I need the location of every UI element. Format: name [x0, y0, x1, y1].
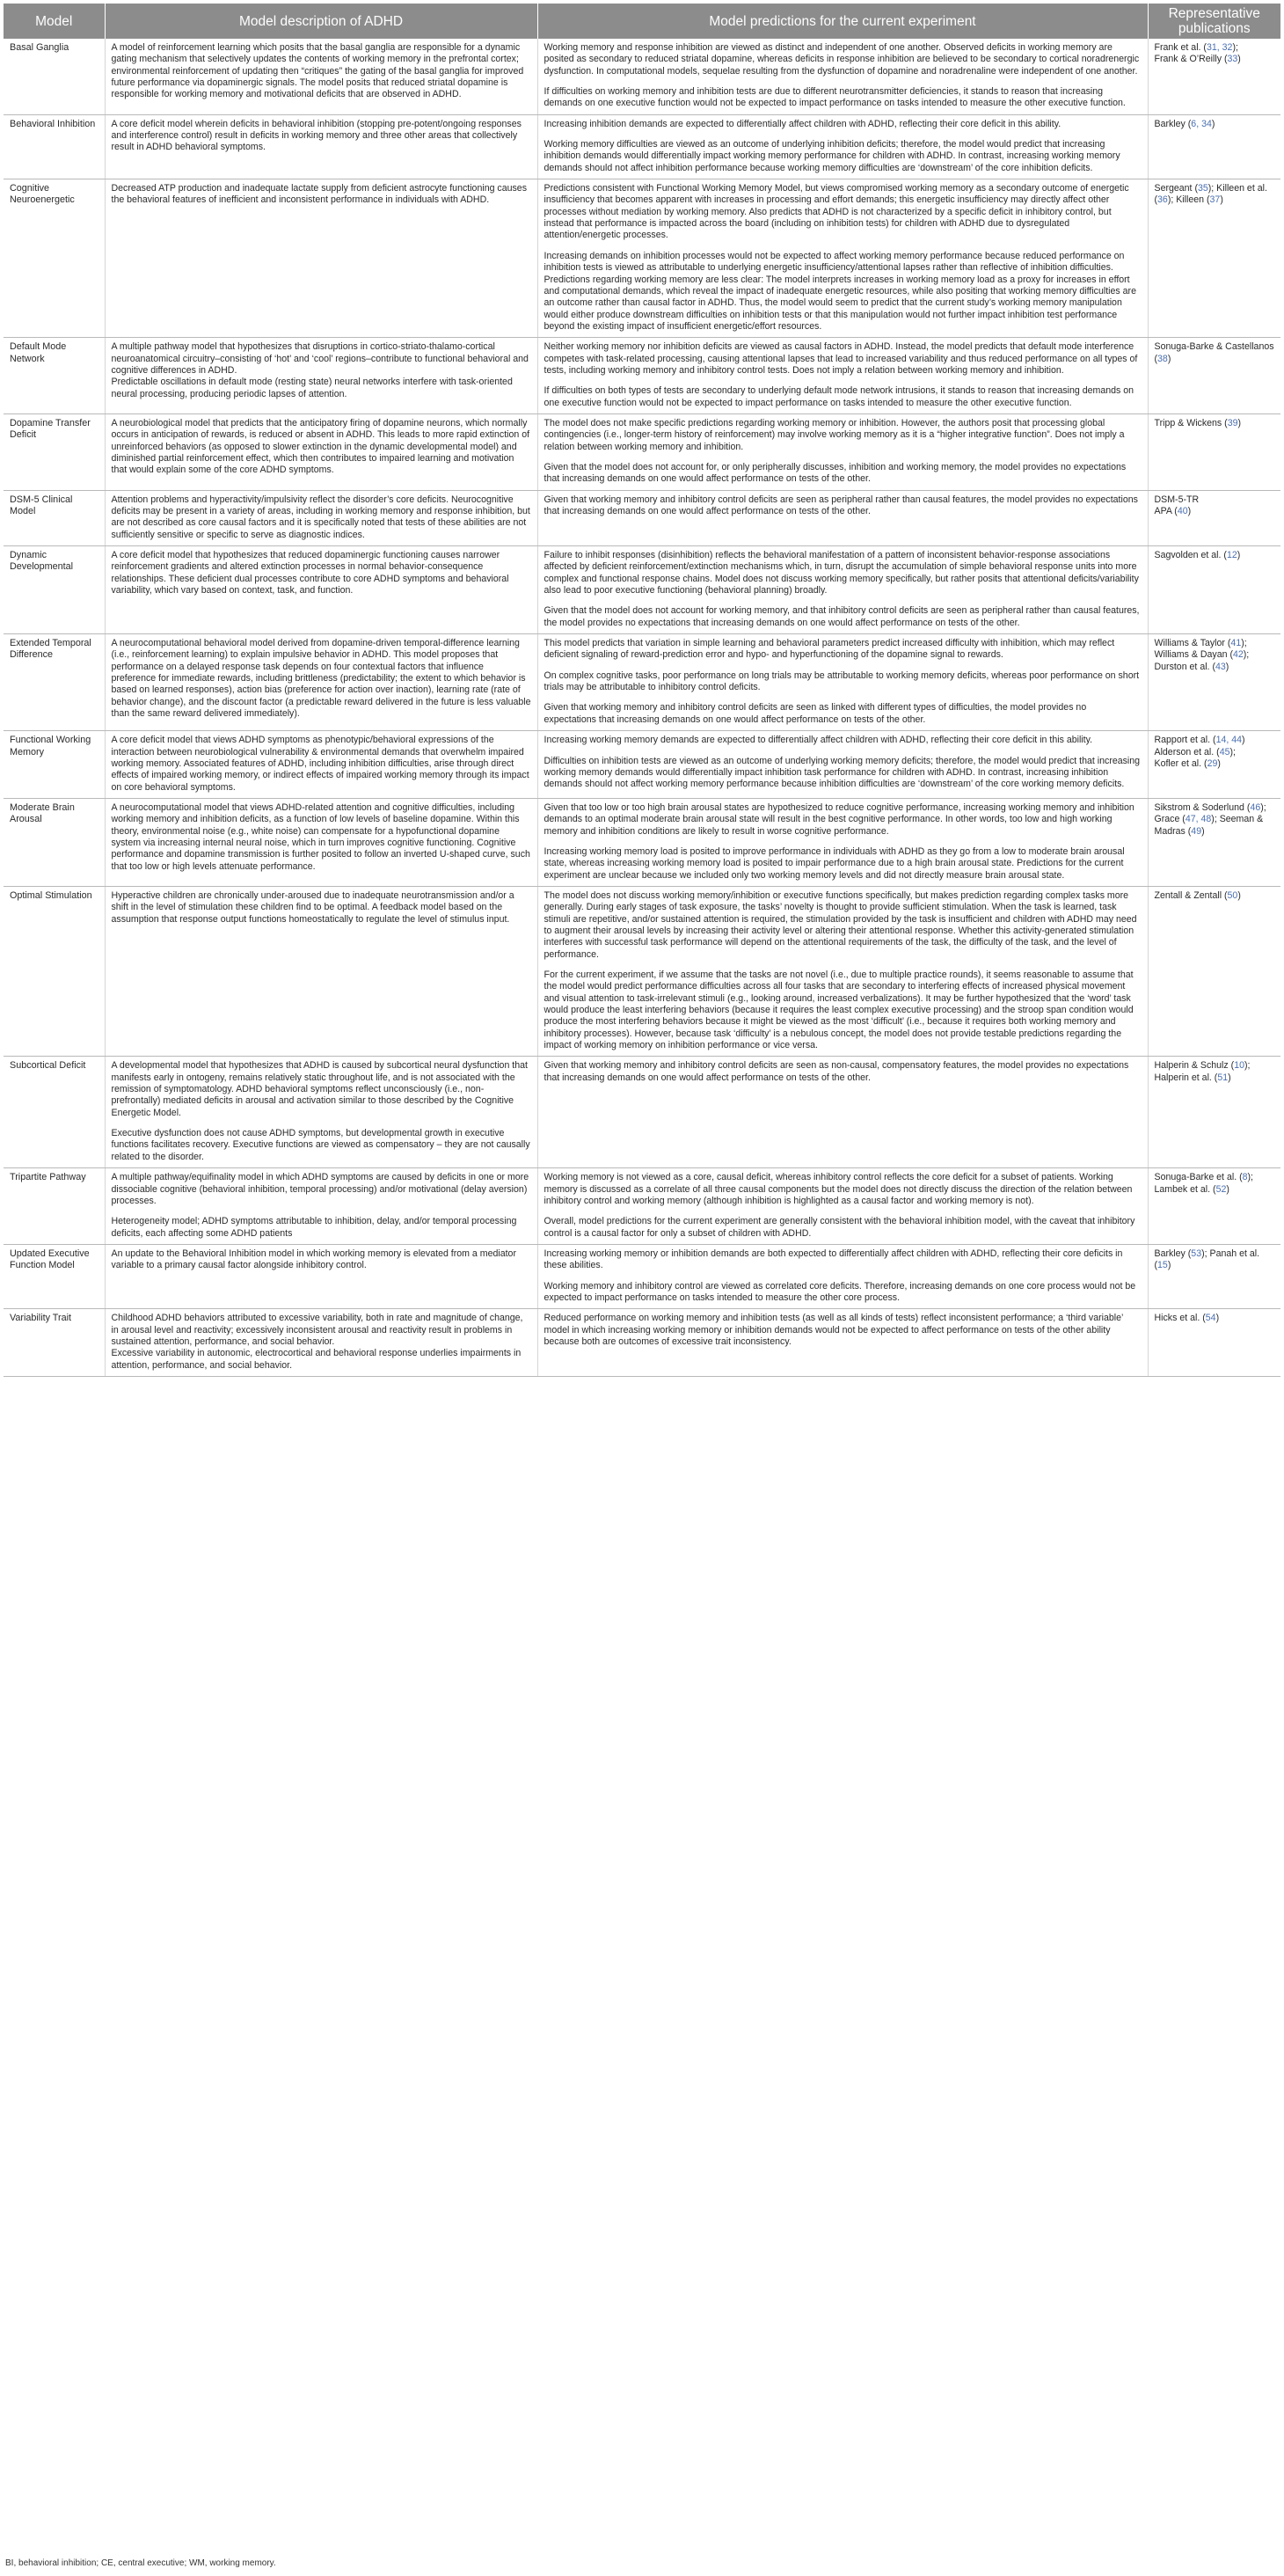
publications-cell — [1148, 798, 1280, 886]
predictions-cell — [537, 338, 1148, 414]
description-cell — [105, 413, 537, 490]
model-name-cell: Extended Temporal Difference — [4, 634, 105, 731]
predictions-cell — [537, 1057, 1148, 1168]
description-paragraph: Childhood ADHD behaviors attributed to excessive variability, both in rate and magnitude of change, in arousal level and reactivity; excessively inconsistent arousal and reactivity result in problems in sustained attention, performance, and social behavior. Excessive variability in autonomic, electrocortical and behavioral response underlies impairments in attention, performance, and social behavior. — [111, 1313, 523, 1371]
publications-cell — [1148, 1309, 1280, 1377]
predictions-paragraph: Given that the model does not account for, or only peripherally discusses, inhibition and working memory, the model provides no expectations that increasing demands on one would affect performance on tests of the other. — [544, 461, 1127, 485]
publications-cell — [1148, 1244, 1280, 1308]
table-row — [4, 886, 1280, 1056]
table-row — [4, 798, 1280, 886]
predictions-paragraph: Given that the model does not account for working memory, and that inhibitory control deficits are seen as peripheral rather than causal features, the model provides no expectations that increasing demands on one would affect performance on tests of the other. — [544, 605, 1140, 628]
table-row — [4, 39, 1280, 114]
publication-reference[interactable]: Sonuga-Barke & Castellanos (38) — [1154, 341, 1274, 364]
description-cell — [105, 39, 537, 114]
publication-reference[interactable]: Frank et al. (31, 32); — [1154, 42, 1238, 53]
model-name-cell: Functional Working Memory — [4, 731, 105, 799]
publication-reference[interactable]: Sagvolden et al. (12) — [1154, 550, 1241, 561]
publications-cell — [1148, 731, 1280, 799]
predictions-paragraph: The model does not discuss working memory/inhibition or executive functions specifically, but makes prediction regarding complex tasks more generally. During early stages of task exposure, the tasks’ novelty is thought to provide sufficient stimulation. When the task is learned, task stimuli are repetitive, and/or sustained attention is required, the stimulation provided by the task is insufficient and children with ADHD may need to augment their arousal levels by increasing their activity level or altering their attentional response. Whether this activity-generated stimulation interferes with successful task performance will depend on the attentional requirements of the task, the difficulty of the task, and the level of performance. — [544, 889, 1137, 960]
predictions-paragraph: Increasing working memory demands are expected to differentially affect children with ADHD, reflecting their core deficit in this ability. — [544, 735, 1093, 746]
model-name-cell: Dopamine Transfer Deficit — [4, 413, 105, 490]
description-cell — [105, 1057, 537, 1168]
publications-cell — [1148, 546, 1280, 634]
predictions-paragraph: Working memory difficulties are viewed as an outcome of underlying inhibition deficits; therefore, the model would predict that increasing inhibition demands would differentially impact working memory performance for children with ADHD. In contrast, increasing working memory demands should not affect inhibition performance because working memory difficulties are ‘downstream’ of the core inhibition deficits. — [544, 139, 1120, 173]
predictions-cell — [537, 39, 1148, 114]
model-name-cell: Subcortical Deficit — [4, 1057, 105, 1168]
header-predictions: Model predictions for the current experiment — [537, 4, 1148, 39]
predictions-paragraph: Increasing working memory or inhibition demands are both expected to differentially affect children with ADHD, reflecting their core deficits in these abilities. — [544, 1248, 1123, 1271]
predictions-cell — [537, 634, 1148, 731]
publication-reference[interactable]: Sonuga-Barke et al. (8); Lambek et al. (52) — [1154, 1172, 1253, 1195]
description-paragraph: A multiple pathway model that hypothesizes that disruptions in cortico-striato-thalamo-cortical neuroanatomical circuitry–consisting of ‘hot’ and ‘cool’ regions–contribute to functional behavioral and cognitive differences in ADHD. Predictable oscillations in default mode (resting state) neural networks interfere with task-oriented neural processing, producing periodic lapses of attention. — [111, 341, 529, 399]
predictions-paragraph: Failure to inhibit responses (disinhibition) reflects the behavioral manifestation of a pattern of inconsistent behavior-response associations affected by deficient reinforcement/extinction mechanisms which, in turn, disrupt the accumulation of simple behavioral response units into more complex and functional response chains. Model does not discuss working memory specifically, but rather posits that attentional deficits/variability also lead to poor executive functioning (behavioral planning) broadly. — [544, 550, 1139, 596]
publications-cell — [1148, 114, 1280, 179]
table-row — [4, 731, 1280, 799]
predictions-paragraph: This model predicts that variation in simple learning and behavioral parameters predict increased difficulty with inhibition, which may reflect deficient signaling of reward-prediction error and hypo- and hyperfunctioning of the dopamine signal to rewards. — [544, 638, 1115, 661]
description-paragraph: A core deficit model wherein deficits in behavioral inhibition (stopping pre-potent/ongoing responses and interference control) result in deficits in working memory and three other areas that collectively result in ADHD behavioral symptoms. — [111, 118, 522, 153]
description-cell — [105, 1244, 537, 1308]
table-row — [4, 179, 1280, 338]
model-name-cell: Moderate Brain Arousal — [4, 798, 105, 886]
predictions-paragraph: Given that working memory and inhibitory control deficits are seen as linked with different types of difficulties, the model provides no expectations that increasing demands on one would affect performance on tests of the other. — [544, 702, 1087, 725]
predictions-cell — [537, 179, 1148, 338]
description-paragraph: A multiple pathway/equifinality model in which ADHD symptoms are caused by deficits in one or more dissociable cognitive (behavioral inhibition, temporal processing) and/or motivational (delay aversion) processes. — [111, 1172, 529, 1206]
description-paragraph: A neurobiological model that predicts that the anticipatory firing of dopamine neurons, which normally occurs in anticipation of rewards, is reduced or absent in ADHD. This leads to more rapid extinction of unreinforced behaviors (as opposed to slower extinction in the dynamic developmental model) and diminished partial reinforcement effect, which then contributes to impaired learning and motivation that would explain some of the core ADHD symptoms. — [111, 417, 530, 476]
predictions-paragraph: Neither working memory nor inhibition deficits are viewed as causal factors in ADHD. Instead, the model predicts that default mode interference competes with task-related processing, causing attentional lapses that lead to increased variability and thus reduced performance on all types of tests, including working memory and inhibitory control tests. Does not imply a relation between working memory and inhibition. — [544, 341, 1138, 376]
description-paragraph: Attention problems and hyperactivity/impulsivity reflect the disorder’s core deficits. Neurocognitive deficits may be present in a variety of areas, including in working memory and response inhibition, but are not described as core causal factors and it is specifically noted that tests of these abilities are not sufficiently sensitive or specific to serve as diagnostic indices. — [111, 494, 530, 540]
description-cell — [105, 886, 537, 1056]
publications-cell — [1148, 634, 1280, 731]
model-name-cell: Basal Ganglia — [4, 39, 105, 114]
publications-cell — [1148, 886, 1280, 1056]
publications-cell — [1148, 179, 1280, 338]
table-row — [4, 1309, 1280, 1377]
table-row — [4, 413, 1280, 490]
model-name-cell: Optimal Stimulation — [4, 886, 105, 1056]
predictions-paragraph: Working memory and inhibitory control are viewed as correlated core deficits. Therefore, increasing demands on one core process would not be expected to impact performance on tasks intended to measure the other core process. — [544, 1280, 1136, 1303]
publication-reference[interactable]: Sikstrom & Soderlund (46); Grace (47, 48); Seeman & Madras (49) — [1154, 801, 1266, 837]
description-paragraph: Heterogeneity model; ADHD symptoms attributable to inhibition, delay, and/or temporal processing deficits, each affecting some ADHD patients — [111, 1216, 517, 1239]
table-row — [4, 114, 1280, 179]
predictions-paragraph: Increasing inhibition demands are expected to differentially affect children with ADHD, reflecting their core deficit in this ability. — [544, 118, 1061, 129]
publication-reference[interactable]: Williams & Taylor (41); Williams & Dayan (42); Durston et al. (43) — [1154, 638, 1250, 672]
table-footnote: BI, behavioral inhibition; CE, central executive; WM, working memory. — [5, 2558, 276, 2568]
header-model: Model — [4, 4, 105, 39]
table-row — [4, 490, 1280, 545]
table-body — [4, 39, 1280, 1376]
description-cell — [105, 634, 537, 731]
publication-reference[interactable]: Tripp & Wickens (39) — [1154, 417, 1242, 428]
model-name-cell: DSM-5 Clinical Model — [4, 490, 105, 545]
publication-reference[interactable]: Zentall & Zentall (50) — [1154, 889, 1241, 901]
predictions-paragraph: If difficulties on both types of tests are secondary to underlying default mode network intrusions, it stands to reason that increasing demands on one executive function would not be expected to impact performance on tasks intended to measure the other executive function. — [544, 385, 1134, 408]
publication-reference[interactable]: Sergeant (35); Killeen et al. (36); Killeen (37) — [1154, 183, 1267, 206]
predictions-paragraph: Reduced performance on working memory and inhibition tests (as well as all kinds of tests) reflect inconsistent performance; a ‘third variable’ model in which increasing working memory or inhibition demands would not be expected to affect performance on tests of the other ability because both are outcomes of excessive trait inconsistency. — [544, 1313, 1123, 1347]
description-cell — [105, 1168, 537, 1245]
description-cell — [105, 731, 537, 799]
table-row — [4, 1057, 1280, 1168]
description-cell — [105, 114, 537, 179]
predictions-paragraph: Given that working memory and inhibitory control deficits are seen as peripheral rather than causal features, the model provides no expectations that increasing demands on one would affect performance on tests of the other. — [544, 494, 1138, 516]
predictions-paragraph: The model does not make specific predictions regarding working memory or inhibition. However, the authors posit that processing global contingencies (i.e., longer-term history of reinforcement) may involve working memory as it is a “higher integrative function”. Does not imply a relation between working memory and inhibition. — [544, 417, 1125, 452]
description-paragraph: A core deficit model that hypothesizes that reduced dopaminergic functioning causes narrower reinforcement gradients and altered extinction processes in normal behavior-consequence relationships. These deficient dual processes contribute to core ADHD symptoms and behavioral variability, which vary based on context, task, and function. — [111, 550, 509, 596]
predictions-cell — [537, 886, 1148, 1056]
table-row — [4, 634, 1280, 731]
predictions-cell — [537, 731, 1148, 799]
predictions-paragraph: Working memory is not viewed as a core, causal deficit, whereas inhibitory control reflects the core deficit for a subset of patients. Working memory is discussed as a correlate of all three causal components but the model does not directly discuss the direction of the relation between inhibitory control and working memory (although inhibition is highlighted as a causal factor and working memory is not). — [544, 1172, 1133, 1206]
predictions-paragraph: Given that too low or too high brain arousal states are hypothesized to reduce cognitive performance, increasing working memory and inhibition demands to an optimal moderate brain arousal state will result in the best cognitive performance. In other words, too low and high working memory and inhibition conditions are likely to result in worse cognitive performance. — [544, 801, 1134, 837]
model-name-cell: Updated Executive Function Model — [4, 1244, 105, 1308]
header-publications: Representative publications — [1148, 4, 1280, 39]
publication-reference[interactable]: Halperin & Schulz (10); Halperin et al. (51) — [1154, 1060, 1251, 1083]
publication-reference[interactable]: Alderson et al. (45); — [1154, 746, 1236, 757]
publications-cell — [1148, 39, 1280, 114]
publication-reference[interactable]: Barkley (53); Panah et al. (15) — [1154, 1248, 1260, 1271]
description-paragraph: Executive dysfunction does not cause ADHD symptoms, but developmental growth in executive functions facilitates recovery. Executive functions are viewed as compensatory – they are not causally related to the disorder. — [111, 1128, 530, 1162]
model-name-cell: Variability Trait — [4, 1309, 105, 1377]
predictions-paragraph: Given that working memory and inhibitory control deficits are seen as non-causal, compensatory features, the model provides no expectations that increasing demands on one would affect performance on tests of the other. — [544, 1060, 1129, 1083]
publication-reference[interactable]: Frank & O’Reilly (33) — [1154, 54, 1241, 65]
publications-cell — [1148, 338, 1280, 414]
model-name-cell: Dynamic Developmental — [4, 546, 105, 634]
header-row — [4, 4, 1280, 39]
model-name-cell: Tripartite Pathway — [4, 1168, 105, 1245]
publication-reference[interactable]: Kofler et al. (29) — [1154, 757, 1221, 769]
predictions-cell — [537, 490, 1148, 545]
predictions-paragraph: Increasing working memory load is posited to improve performance in individuals with ADHD as they go from a low to moderate brain arousal state, whereas increasing working memory load is posited to impair performance due to a high brain arousal state. Predictions for the current experiment are unclear because we included only two working memory levels and did not directly measure brain arousal state. — [544, 845, 1125, 881]
description-paragraph: A neurocomputational model that views ADHD-related attention and cognitive difficulties, including working memory and inhibition deficits, as a function of low levels of baseline dopamine. Within this theory, environmental noise (e.g., white noise) can compensate for a hypofunctional dopamine system via increasing internal neural noise, which in turn improves cognitive functioning. Cognitive performance and dopamine transmission is further posited to follow an inverted U-shaped curve, such that too low or high levels attenuate performance. — [111, 801, 530, 872]
predictions-cell — [537, 114, 1148, 179]
predictions-paragraph: Increasing demands on inhibition processes would not be expected to affect working memory performance because reduced performance on inhibition tests is viewed as attributable to underlying energetic insufficiency/attentional lapses rather than reflective of inhibition difficulties. Predictions regarding working memory are less clear: The model interprets increases in working memory load as a proxy for increases in effort and computational demands, which reveal the impact of inadequate energetic resources, while also positing that working memory difficulties are an outcome rather than causal factor in ADHD. Thus, the model would seem to predict that the current study’s working memory manipulation would either produce downstream difficulties on inhibition tests or that this manipulation would not further impact inhibition test performance beyond the existing impact of insufficient energetic/effort resources. — [544, 250, 1136, 332]
predictions-cell — [537, 413, 1148, 490]
predictions-cell — [537, 1309, 1148, 1377]
publication-reference[interactable]: Hicks et al. (54) — [1154, 1313, 1220, 1324]
publication-reference[interactable]: Rapport et al. (14, 44) — [1154, 735, 1245, 746]
description-cell — [105, 490, 537, 545]
predictions-cell — [537, 1168, 1148, 1245]
predictions-cell — [537, 1244, 1148, 1308]
predictions-paragraph: For the current experiment, if we assume that the tasks are not novel (i.e., due to multiple practice rounds), it seems reasonable to assume that the model would predict performance difficulties across all four tasks that are secondary to interfering effects of increased physical movement and visual attention to task-irrelevant stimuli (e.g., looking around, increased verbalizations). It may be further hypothesized that the ‘word’ task would produce the least interfering behaviors (because it requires the least complex executive processing) and the stroop span condition would produce the most interfering behaviors because it might be viewed as the most ‘difficult’ (i.e., because it requires both working memory and inhibitory processes). However, because task ‘difficulty’ is a nebulous concept, the model does not provide testable predictions regarding the impact of working memory on inhibition performance or vice versa. — [544, 970, 1134, 1051]
predictions-paragraph: Overall, model predictions for the current experiment are generally consistent with the behavioral inhibition model, with the caveat that inhibitory control is a causal factor for only a subset of children with ADHD. — [544, 1216, 1135, 1239]
predictions-cell — [537, 546, 1148, 634]
table-row — [4, 1168, 1280, 1245]
predictions-paragraph: Predictions consistent with Functional Working Memory Model, but views compromised working memory as a secondary outcome of energetic insufficiency that becomes apparent with increases in processing and effort demands; this energetic insufficiency may directly affect other processes without mediation by working memory. Also predicts that ADHD is not characterized by a specific deficit in inhibitory control, but instead that performance is impacted across the board (including on inhibition tests) for children with ADHD due to dysregulated attention/energetic processes. — [544, 183, 1129, 241]
table-row — [4, 338, 1280, 414]
description-cell — [105, 179, 537, 338]
predictions-paragraph: Working memory and response inhibition are viewed as distinct and independent of one another. Observed deficits in working memory are posited as secondary to reduced striatal dopamine, whereas deficits in response inhibition are believed to be secondary to cortical noradrenergic dysfunction. In computational models, sequelae resulting from the dysfunction of dopamine and noradrenaline were independent of one another. — [544, 42, 1140, 77]
predictions-paragraph: On complex cognitive tasks, poor performance on long trials may be attributable to working memory deficits, whereas poor performance on short trials may be attributable to inhibitory control deficits. — [544, 670, 1140, 693]
publications-cell — [1148, 490, 1280, 545]
publications-cell — [1148, 1057, 1280, 1168]
description-paragraph: A neurocomputational behavioral model derived from dopamine-driven temporal-difference learning (i.e., reinforcement learning) to explain impulsive behavior in ADHD. This model proposes that performance on a delayed response task depends on four contextual factors that influence preference for immediate rewards, including brittleness (predictability; the extent to which behavior is based on learned responses), action bias (preference for action over inaction), learning rate (rate of behavior change), and the discount factor (a predictable reward delivered in the future is less valuable than the same reward delivered immediately). — [111, 638, 531, 720]
predictions-cell — [537, 798, 1148, 886]
model-name-cell: Cognitive Neuroenergetic — [4, 179, 105, 338]
publication-reference[interactable]: APA (40) — [1154, 506, 1192, 516]
table-row — [4, 546, 1280, 634]
models-table — [4, 4, 1280, 1377]
publications-cell — [1148, 1168, 1280, 1245]
header-description: Model description of ADHD — [105, 4, 537, 39]
description-paragraph: A model of reinforcement learning which posits that the basal ganglia are responsible for a dynamic gating mechanism that selectively updates the contents of working memory in the prefrontal cortex; environmental reinforcement of updating then “critiques” the gating of the basal ganglia for improved future performance via dopaminergic signals. The model posits that reduced striatal dopamine is responsible for working memory and motivational deficits that are observed in ADHD. — [111, 42, 524, 100]
description-paragraph: A developmental model that hypothesizes that ADHD is caused by subcortical neural dysfunction that manifests early in ontogeny, remains relatively static throughout life, and is not associated with the remission of symptomatology. ADHD behavioral symptoms reflect unconsciously (i.e., non-prefrontally) mediated deficits in arousal and activation similar to those described by the Cognitive Energetic Model. — [111, 1060, 528, 1118]
description-paragraph: Decreased ATP production and inadequate lactate supply from deficient astrocyte functioning causes the behavioral features of inefficient and inconsistent performance in individuals with ADHD. — [111, 183, 527, 206]
model-name-cell: Behavioral Inhibition — [4, 114, 105, 179]
description-paragraph: An update to the Behavioral Inhibition model in which working memory is elevated from a mediator variable to a primary causal factor alongside inhibitory control. — [111, 1248, 516, 1271]
publication-reference[interactable]: DSM-5-TR — [1154, 494, 1200, 505]
predictions-paragraph: Difficulties on inhibition tests are viewed as an outcome of underlying working memory deficits; therefore, the model would predict that increasing working memory demands would differentially impact inhibition task performance for children with ADHD. In contrast, increasing inhibition demands should not affect working memory performance because inhibition difficulties are ‘downstream’ of the core working memory deficits. — [544, 755, 1141, 790]
description-cell — [105, 798, 537, 886]
table-row — [4, 1244, 1280, 1308]
description-cell — [105, 338, 537, 414]
description-paragraph: A core deficit model that views ADHD symptoms as phenotypic/behavioral expressions of the interaction between neurobiological vulnerability & environmental demands that overwhelm impaired working memory. Associated features of ADHD, including inhibition difficulties, arise through direct effects of impaired working memory, or indirect effects of impaired working memory through its impact on core behavioral symptoms. — [111, 735, 529, 793]
description-cell — [105, 1309, 537, 1377]
publication-reference[interactable]: Barkley (6, 34) — [1154, 118, 1215, 129]
description-paragraph: Hyperactive children are chronically under-aroused due to inadequate neurotransmission and/or a shift in the level of stimulation these children find to be optimal. A feedback model based on the assumption that response output functions homeostatically to regulate the level of stimulus input. — [111, 889, 514, 925]
predictions-paragraph: If difficulties on working memory and inhibition tests are due to different neurotransmitter deficiencies, it stands to reason that increasing demands on one executive function would not be expected to impact performance on tasks intended to measure the other executive function. — [544, 86, 1126, 109]
description-cell — [105, 546, 537, 634]
model-name-cell: Default Mode Network — [4, 338, 105, 414]
publications-cell — [1148, 413, 1280, 490]
